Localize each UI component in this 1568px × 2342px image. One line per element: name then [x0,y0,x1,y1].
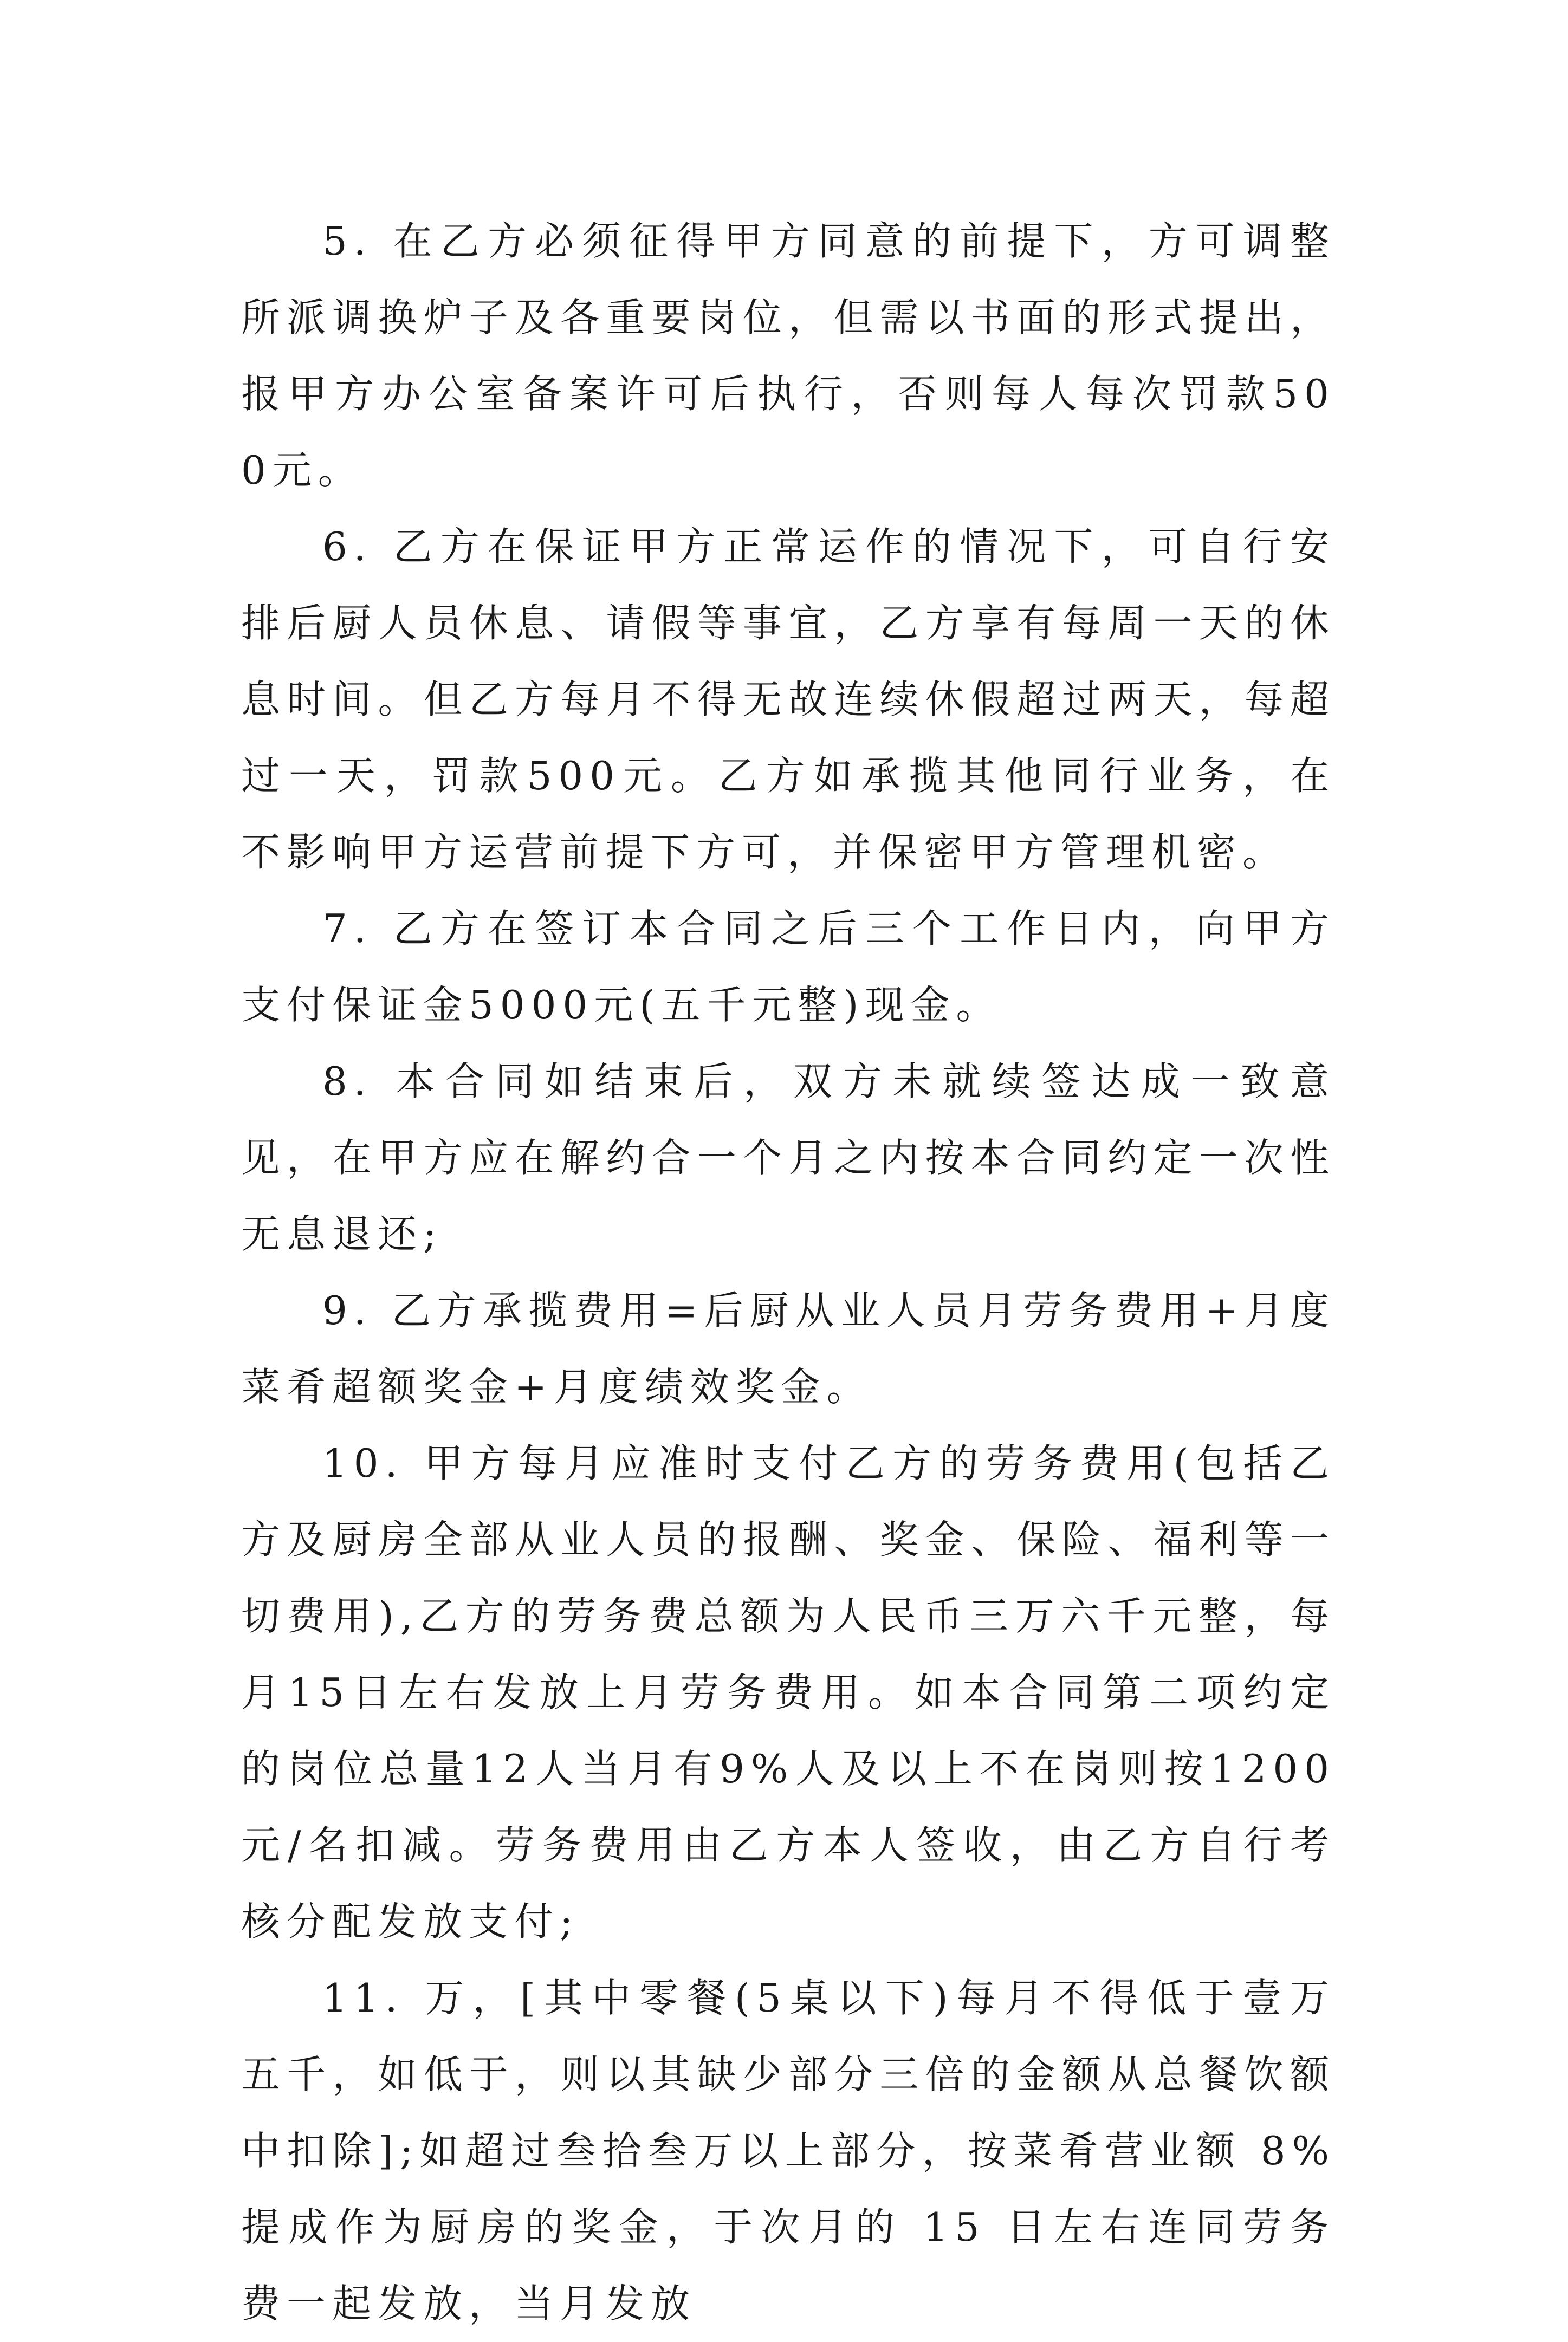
paragraph-clause-11: 11. 万，[其中零餐(5桌以下)每月不得低于壹万五千，如低于，则以其缺少部分三倍的金额从总餐饮额中扣除];如超过叁拾叁万以上部分，按菜肴营业额 8% 提成作为厨房的奖金，于次月的 15 日左右连同劳务费一起发放，当月发放 [241,1975,1336,2326]
paragraph-clause-7: 7. 乙方在签订本合同之后三个工作日内，向甲方支付保证金5000元(五千元整)现金。 [241,906,1336,1028]
paragraph-clause-6: 6. 乙方在保证甲方正常运作的情况下，可自行安排后厨人员休息、请假等事宜，乙方享有每周一天的休息时间。但乙方每月不得无故连续休假超过两天，每超过一天，罚款500元。乙方如承揽其他同行业务，在不影响甲方运营前提下方可，并保密甲方管理机密。 [241,524,1336,875]
paragraph-clause-5: 5. 在乙方必须征得甲方同意的前提下，方可调整所派调换炉子及各重要岗位，但需以书面的形式提出，报甲方办公室备案许可后执行，否则每人每次罚款500元。 [241,218,1336,493]
paragraph-clause-9: 9. 乙方承揽费用=后厨从业人员月劳务费用+月度菜肴超额奖金+月度绩效奖金。 [241,1288,1336,1410]
paragraph-clause-8: 8. 本合同如结束后，双方未就续签达成一致意见，在甲方应在解约合一个月之内按本合同约定一次性无息退还; [241,1059,1336,1257]
paragraph-clause-10: 10. 甲方每月应准时支付乙方的劳务费用(包括乙方及厨房全部从业人员的报酬、奖金、保险、福利等一切费用),乙方的劳务费总额为人民币三万六千元整，每月15日左右发放上月劳务费用。如本合同第二项约定的岗位总量12人当月有9%人及以上不在岗则按1200元/名扣减。劳务费用由乙方本人签收，由乙方自行考核分配发放支付; [241,1441,1336,1944]
document-body [241,203,1336,2342]
